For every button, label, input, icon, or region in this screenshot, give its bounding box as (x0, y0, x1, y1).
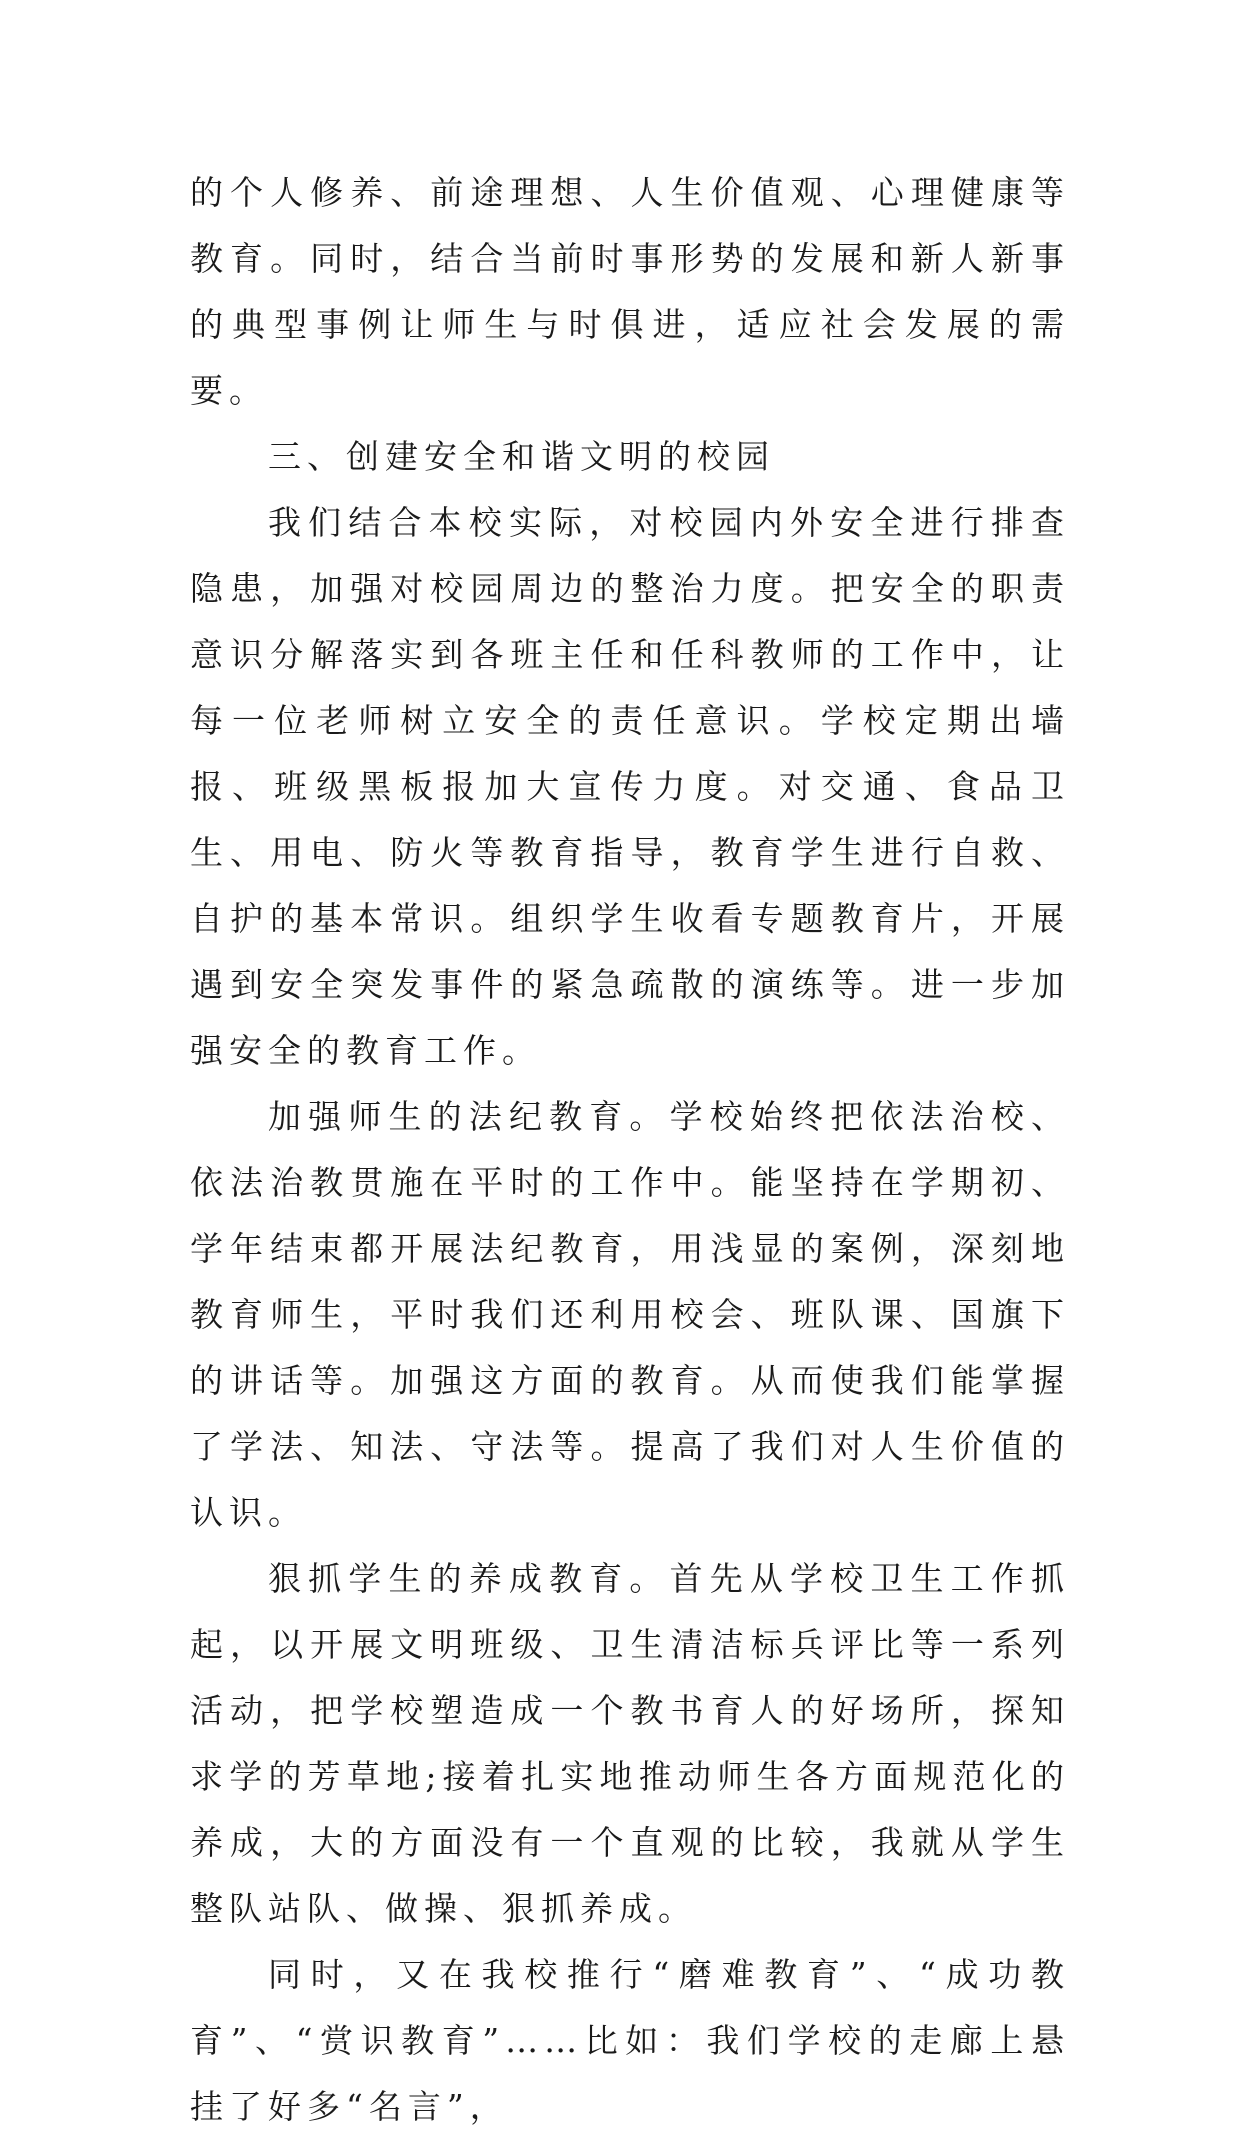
section-heading: 三、创建安全和谐文明的校园 (268, 437, 775, 476)
paragraph-continuation: 的个人修养、前途理想、人生价值观、心理健康等教育。同时，结合当前时事形势的发展和新人新事的典型事例让师生与时俱进，适应社会发展的需要。 (190, 173, 1070, 410)
paragraph-safety: 我们结合本校实际，对校园内外安全进行排查隐患，加强对校园周边的整治力度。把安全的职责意识分解落实到各班主任和任科教师的工作中，让每一位老师树立安全的责任意识。学校定期出墙报、班级黑板报加大宣传力度。对交通、食品卫生、用电、防火等教育指导，教育学生进行自救、自护的基本常识。组织学生收看专题教育片，开展遇到安全突发事件的紧急疏散的演练等。进一步加强安全的教育工作。 (190, 503, 1070, 1070)
paragraph-legal-education: 加强师生的法纪教育。学校始终把依法治校、依法治教贯施在平时的工作中。能坚持在学期初、学年结束都开展法纪教育，用浅显的案例，深刻地教育师生，平时我们还利用校会、班队课、国旗下的讲话等。加强这方面的教育。从而使我们能掌握了学法、知法、守法等。提高了我们对人生价值的认识。 (190, 1097, 1070, 1532)
paragraph-education-programs: 同时，又在我校推行“磨难教育”、“成功教育”、“赏识教育”……比如：我们学校的走廊上悬挂了好多“名言”， (190, 1955, 1070, 2126)
paragraph-habit-education: 狠抓学生的养成教育。首先从学校卫生工作抓起，以开展文明班级、卫生清洁标兵评比等一系列活动，把学校塑造成一个教书育人的好场所，探知求学的芳草地;接着扎实地推动师生各方面规范化的养成，大的方面没有一个直观的比较，我就从学生整队站队、做操、狠抓养成。 (190, 1559, 1070, 1928)
document-body (190, 160, 1070, 2140)
